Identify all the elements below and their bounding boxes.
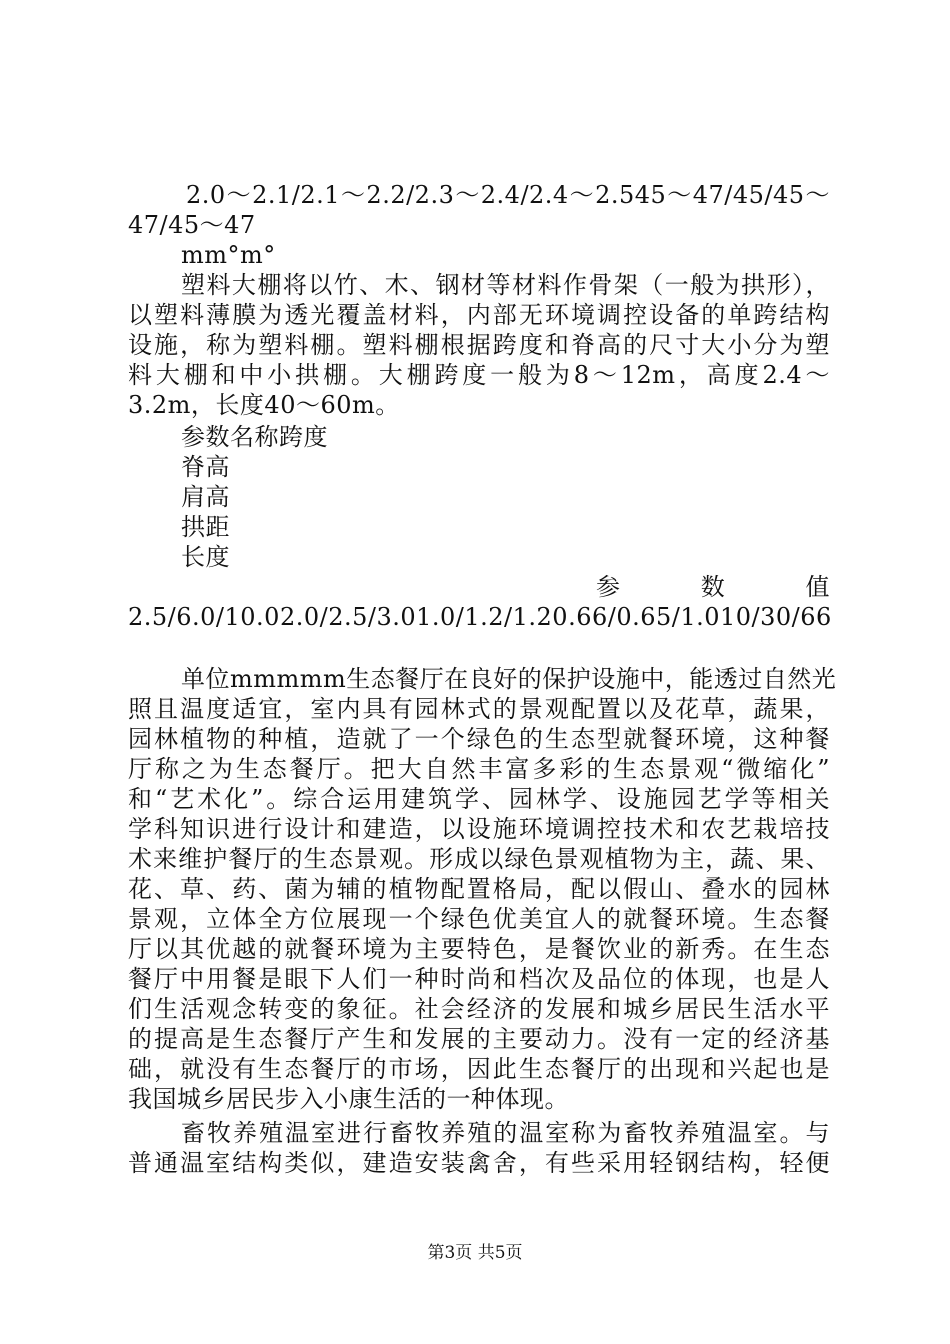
para2-line-12: 们生活观念转变的象征。社会经济的发展和城乡居民生活水平	[128, 995, 830, 1023]
para2-line-6: 学科知识进行设计和建造，以设施环境调控技术和农艺栽培技	[128, 815, 830, 843]
param-label-arch-spacing: 拱距	[181, 513, 230, 541]
para3-line-2: 普通温室结构类似，建造安装禽舍，有些采用轻钢结构，轻便	[128, 1149, 830, 1177]
param-label-shoulder-height: 肩高	[181, 483, 230, 511]
para1-line-5: 3.2m，长度40～60m。	[128, 391, 400, 419]
param-label-length: 长度	[181, 543, 230, 571]
para2-line-13: 的提高是生态餐厅产生和发展的主要动力。没有一定的经济基	[128, 1025, 830, 1053]
para2-line-11: 餐厅中用餐是眼下人们一种时尚和档次及品位的体现，也是人	[128, 965, 830, 993]
units-line: mm°m°	[181, 241, 276, 269]
para2-line-9: 景观，立体全方位展现一个绿色优美宜人的就餐环境。生态餐	[128, 905, 830, 933]
param-value-heading: 参 数 值	[596, 573, 830, 601]
para2-line-7: 术来维护餐厅的生态景观。形成以绿色景观植物为主，蔬、果、	[128, 845, 830, 873]
para1-line-1: 塑料大棚将以竹、木、钢材等材料作骨架（一般为拱形），	[181, 271, 830, 299]
para2-line-2: 照且温度适宜，室内具有园林式的景观配置以及花草，蔬果，	[128, 695, 830, 723]
para2-line-4: 厅称之为生态餐厅。把大自然丰富多彩的生态景观“微缩化”	[128, 755, 830, 783]
para1-line-2: 以塑料薄膜为透光覆盖材料，内部无环境调控设备的单跨结构	[128, 301, 830, 329]
page-footer: 第3页 共5页	[427, 1243, 523, 1263]
param-label-ridge-height: 脊高	[181, 453, 230, 481]
para2-line-5: 和“艺术化”。综合运用建筑学、园林学、设施园艺学等相关	[128, 785, 830, 813]
values-line-2: 47/45～47	[128, 211, 256, 239]
param-values: 2.5/6.0/10.02.0/2.5/3.01.0/1.2/1.20.66/0.65/1.010/30/66	[128, 603, 832, 631]
para1-line-3: 设施，称为塑料棚。塑料棚根据跨度和脊高的尺寸大小分为塑	[128, 331, 830, 359]
param-label-span: 参数名称跨度	[181, 423, 328, 451]
values-line-1: 2.0～2.1/2.1～2.2/2.3～2.4/2.4～2.545～47/45/45～	[186, 181, 830, 209]
para1-line-4: 料大棚和中小拱棚。大棚跨度一般为8～12m，高度2.4～	[128, 361, 830, 389]
para2-line-10: 厅以其优越的就餐环境为主要特色，是餐饮业的新秀。在生态	[128, 935, 830, 963]
para2-line-1: 单位mmmmm生态餐厅在良好的保护设施中，能透过自然光	[181, 665, 837, 693]
para2-line-3: 园林植物的种植，造就了一个绿色的生态型就餐环境，这种餐	[128, 725, 830, 753]
para3-line-1: 畜牧养殖温室进行畜牧养殖的温室称为畜牧养殖温室。与	[181, 1119, 830, 1147]
para2-line-14: 础，就没有生态餐厅的市场，因此生态餐厅的出现和兴起也是	[128, 1055, 830, 1083]
para2-line-15: 我国城乡居民步入小康生活的一种体现。	[128, 1085, 569, 1113]
para2-line-8: 花、草、药、菌为辅的植物配置格局，配以假山、叠水的园林	[128, 875, 830, 903]
